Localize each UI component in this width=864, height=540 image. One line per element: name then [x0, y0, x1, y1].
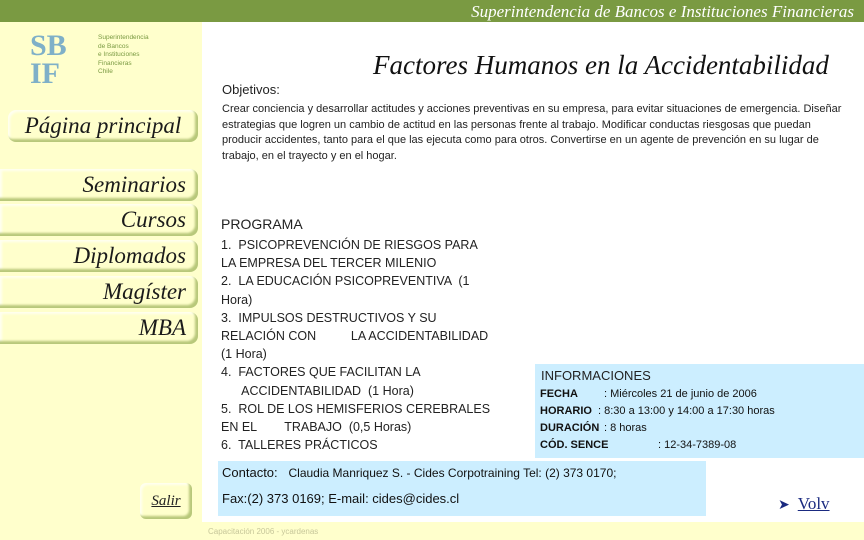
footer	[202, 522, 864, 540]
info-label: CÓD. SENCE	[540, 439, 609, 451]
info-label: DURACIÓN	[540, 422, 600, 434]
programa-line: 1. PSICOPREVENCIÓN DE RIESGOS PARA	[221, 238, 478, 252]
objetivos-label: Objetivos:	[222, 82, 280, 97]
info-row-sence	[540, 439, 736, 451]
info-row-horario	[540, 405, 775, 417]
programa-line: ACCIDENTABILIDAD (1 Hora)	[221, 383, 414, 398]
programa-line: EN EL TRABAJO (0,5 Horas)	[221, 420, 412, 435]
info-label: HORARIO	[540, 405, 592, 417]
programa-list	[221, 236, 531, 454]
logo-letters: SB IF	[30, 29, 67, 90]
header-bar	[0, 0, 864, 22]
programa-line: (1 Hora)	[221, 347, 267, 362]
contact-line-1	[222, 465, 616, 480]
programa-line: 6. TALLERES PRÁCTICOS	[221, 438, 378, 453]
info-row-duracion	[540, 422, 647, 434]
nav-cursos-button[interactable]: Cursos	[0, 204, 198, 236]
nav-seminarios-button[interactable]: Seminarios	[0, 169, 198, 201]
info-value: : 8 horas	[604, 422, 647, 434]
info-value: : 12-34-7389-08	[658, 439, 737, 451]
contact-line-2: Fax:(2) 373 0169; E-mail: cides@cides.cl	[222, 491, 460, 506]
arrow-right-icon: ➤	[778, 498, 790, 513]
info-box	[535, 364, 864, 458]
info-row-fecha	[540, 388, 757, 400]
sbif-logo	[20, 28, 192, 118]
logo-text: Superintendencia de Bancos e Instituciones Financieras Chile	[98, 34, 149, 75]
programa-line: 4. FACTORES QUE FACILITAN LA	[221, 365, 421, 380]
footer-text: Capacitación 2006 - ycardenas	[208, 527, 319, 536]
programa-line: 3. IMPULSOS DESTRUCTIVOS Y SU	[221, 310, 437, 325]
nav-magister-button[interactable]: Magíster	[0, 276, 198, 308]
contact-box	[218, 461, 706, 516]
volver-link[interactable]	[778, 494, 830, 514]
programa-line: Hora)	[221, 292, 253, 307]
programa-line: RELACIÓN CON LA ACCIDENTABILIDAD	[221, 329, 489, 344]
nav-mba-button[interactable]: MBA	[0, 312, 198, 344]
programa-line: 2. LA EDUCACIÓN PSICOPREVENTIVA (1	[221, 274, 470, 289]
programa-line: 5. ROL DE LOS HEMISFERIOS CEREBRALES	[221, 401, 491, 416]
info-title: INFORMACIONES	[541, 368, 651, 383]
nav-home-button[interactable]: Página principal	[8, 110, 198, 142]
objetivos-text: Crear conciencia y desarrollar actitudes y acciones preventivas en su empresa, para evitar situaciones de emergencia. Diseñar estrategias que logren un cambio de actitud en las personas frente al trabajo. Modificar conductas riesgosas que puedan producir accidentes, tanto para el que las ejecuta como para otros. Convertirse en un agente de prevención en su lugar de trabajo, en el trayecto y en el hogar.	[222, 103, 842, 162]
programa-line: LA EMPRESA DEL TERCER MILENIO	[221, 256, 437, 271]
contact-details: Claudia Manriquez S. - Cides Corpotraining Tel: (2) 373 0170;	[288, 466, 617, 480]
info-value: : Miércoles 21 de junio de 2006	[604, 388, 757, 400]
info-value: : 8:30 a 13:00 y 14:00 a 17:30 horas	[598, 405, 775, 417]
programa-label: PROGRAMA	[221, 216, 303, 232]
org-name: Superintendencia de Bancos e Instituciones Financieras	[471, 2, 854, 21]
page-title: Factores Humanos en la Accidentabilidad	[373, 50, 829, 80]
info-label: FECHA	[540, 388, 578, 400]
nav-diplomados-button[interactable]: Diplomados	[0, 240, 198, 272]
exit-button[interactable]: Salir	[140, 483, 192, 519]
contact-label: Contacto:	[222, 465, 278, 480]
volver-label: Volv	[797, 494, 830, 513]
